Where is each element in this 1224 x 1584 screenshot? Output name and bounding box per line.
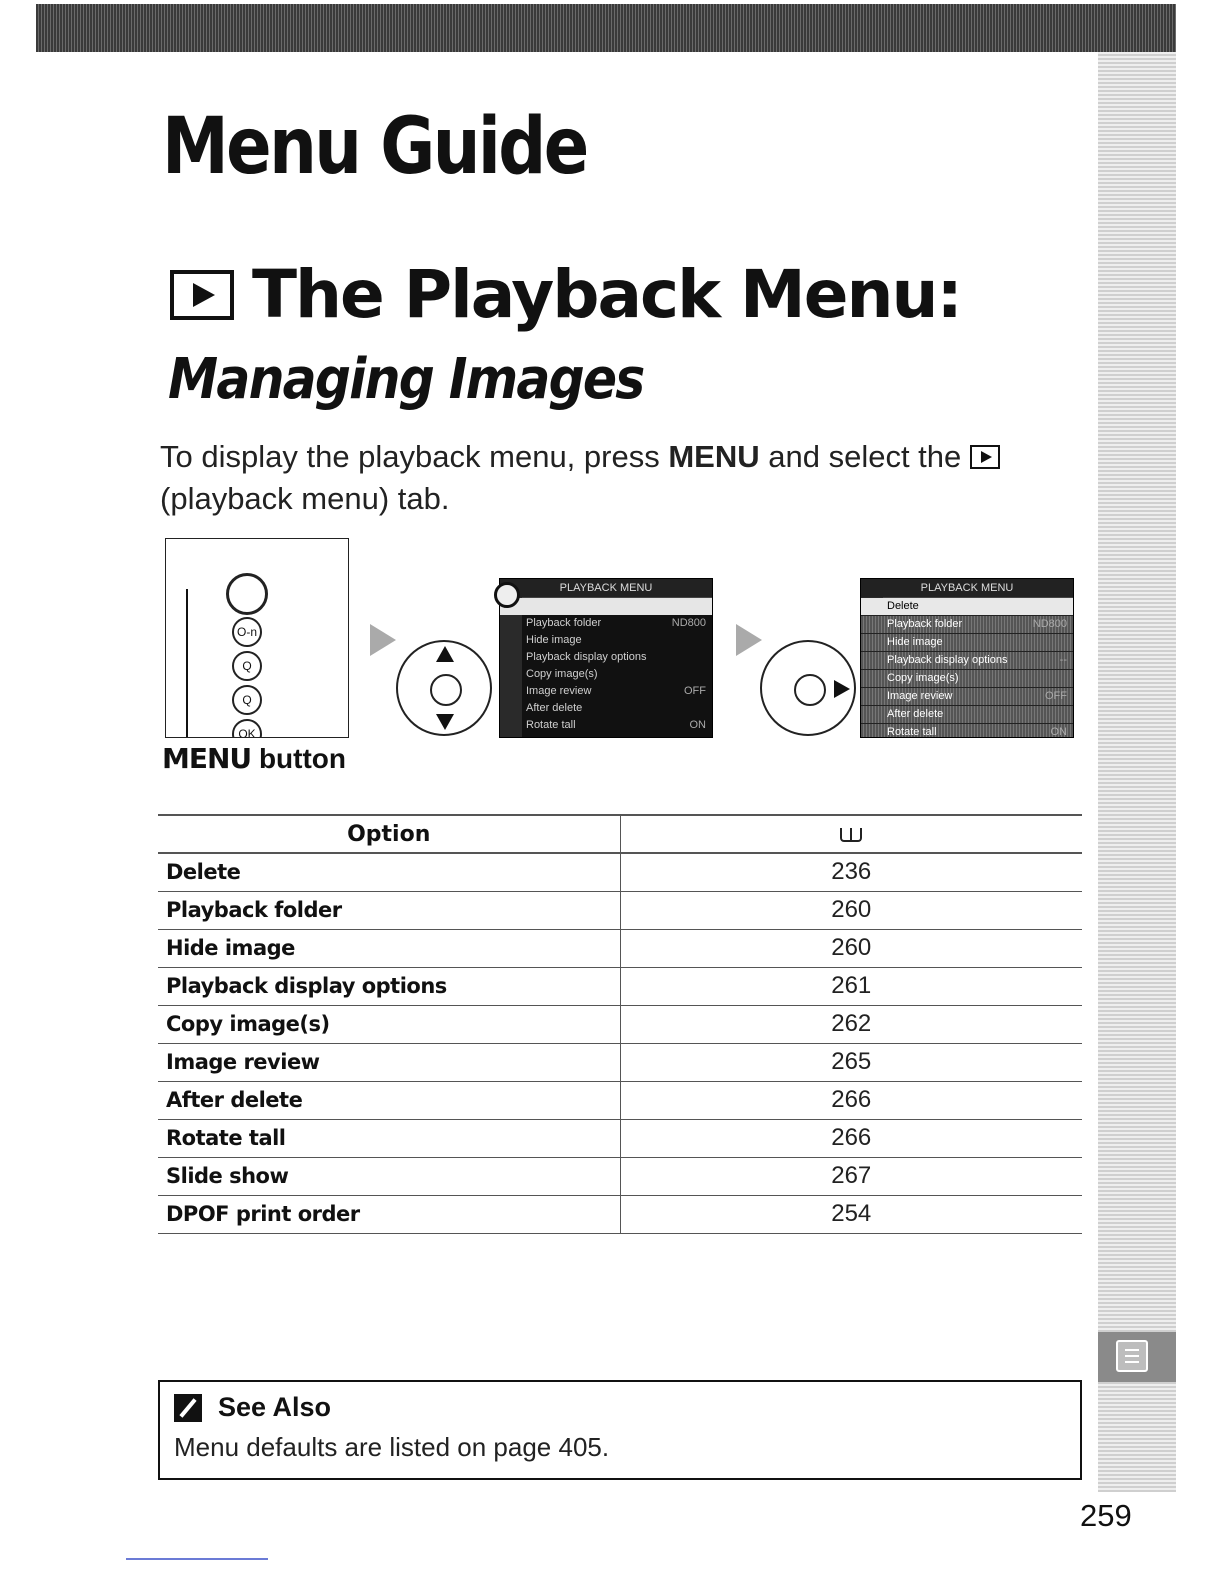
section-title-text: The Playback Menu: [252, 256, 961, 333]
intro-text-3: (playback menu) tab. [160, 481, 450, 516]
menu-button-caption [162, 742, 346, 775]
menu-guide-tab-icon [1116, 1340, 1148, 1372]
screen-row: Copy image(s) [526, 668, 598, 680]
option-page: 236 [620, 853, 1082, 891]
option-name: After delete [158, 1081, 620, 1119]
camera-menu-button [226, 573, 268, 615]
screen-row: Copy image(s) [861, 670, 1073, 688]
screen-row: Playback display options [526, 651, 647, 663]
callout-line [186, 589, 188, 738]
screen-row: Hide image [861, 634, 1073, 652]
menu-button-caption-text: button [258, 743, 347, 774]
screen-row: Rotate tall ON [861, 724, 1073, 738]
option-name: Playback folder [158, 891, 620, 929]
option-page: 260 [620, 891, 1082, 929]
camera-zoom-in-button: Q [232, 651, 262, 681]
screen-title: PLAYBACK MENU [500, 579, 712, 598]
see-also-box [158, 1380, 1082, 1480]
intro-text-1: To display the playback menu, press [160, 439, 660, 474]
option-name: Slide show [158, 1157, 620, 1195]
book-icon [840, 828, 862, 842]
selector-right-arrow [834, 680, 850, 698]
footer-line [126, 1558, 268, 1560]
option-page: 265 [620, 1043, 1082, 1081]
option-page: 266 [620, 1119, 1082, 1157]
see-also-text: Menu defaults are listed on page 405. [174, 1432, 610, 1462]
table-row [158, 1005, 1082, 1043]
selector-up-arrow [436, 646, 454, 662]
pencil-icon [174, 1394, 202, 1422]
table-row [158, 853, 1082, 891]
playback-menu-screen-2 [860, 578, 1074, 738]
see-also-heading-text: See Also [218, 1392, 332, 1422]
option-name: Copy image(s) [158, 1005, 620, 1043]
option-page: 267 [620, 1157, 1082, 1195]
playback-menu-icon [170, 270, 234, 320]
screen-row: Hide image [526, 634, 582, 646]
option-page: 266 [620, 1081, 1082, 1119]
camera-zoom-out-button: Q [232, 685, 262, 715]
table-row [158, 891, 1082, 929]
step-arrow-1 [370, 624, 396, 656]
top-decorative-bar [36, 4, 1176, 52]
header-page [620, 815, 1082, 853]
playback-tab-highlight [494, 582, 520, 608]
side-decorative-bar [1098, 52, 1176, 1492]
options-table [158, 814, 1082, 1234]
section-title [170, 256, 961, 333]
page-number: 259 [1080, 1498, 1132, 1533]
section-subtitle: Managing Images [168, 347, 644, 412]
screen-row: Rotate tall ON [526, 719, 706, 731]
playback-menu-screen-1 [499, 578, 713, 738]
option-page: 254 [620, 1195, 1082, 1233]
table-header-row [158, 815, 1082, 853]
option-name: Rotate tall [158, 1119, 620, 1157]
option-page: 262 [620, 1005, 1082, 1043]
menu-button-caption-menu: MENU [162, 742, 252, 775]
option-page: 260 [620, 929, 1082, 967]
option-name: Image review [158, 1043, 620, 1081]
table-row [158, 967, 1082, 1005]
playback-tab-icon [970, 445, 1000, 469]
table-row [158, 1043, 1082, 1081]
option-name: Hide image [158, 929, 620, 967]
menu-keyword: MENU [668, 439, 760, 474]
table-row [158, 1081, 1082, 1119]
step-arrow-2 [736, 624, 762, 656]
screen-row: Playback folder ND800 [861, 616, 1073, 634]
header-option: Option [158, 815, 620, 853]
screen-row: Playback display options -- [861, 652, 1073, 670]
selector-down-arrow [436, 714, 454, 730]
option-name: Playback display options [158, 967, 620, 1005]
camera-ok-button: OK [232, 719, 262, 738]
chapter-title: Menu Guide [162, 102, 587, 192]
screen-row: After delete [861, 706, 1073, 724]
table-row [158, 1195, 1082, 1233]
option-name: DPOF print order [158, 1195, 620, 1233]
intro-text-2: and select the [768, 439, 962, 474]
see-also-heading [174, 1392, 331, 1423]
option-page: 261 [620, 967, 1082, 1005]
table-row [158, 1157, 1082, 1195]
table-row [158, 929, 1082, 967]
screen-row: Image review OFF [861, 688, 1073, 706]
intro-paragraph [160, 436, 1040, 520]
camera-protect-button: O-n [232, 617, 262, 647]
camera-back-illustration [165, 538, 349, 738]
multi-selector-2 [760, 640, 856, 736]
screen-row: Delete [861, 598, 1073, 616]
screen-row: Playback folder ND800 [526, 617, 706, 629]
screen-row: Image review OFF [526, 685, 706, 697]
screen-row: After delete [526, 702, 583, 714]
screen-title: PLAYBACK MENU [861, 579, 1073, 598]
table-row [158, 1119, 1082, 1157]
option-name: Delete [158, 853, 620, 891]
multi-selector-1 [396, 640, 492, 736]
screen-row [500, 598, 712, 615]
